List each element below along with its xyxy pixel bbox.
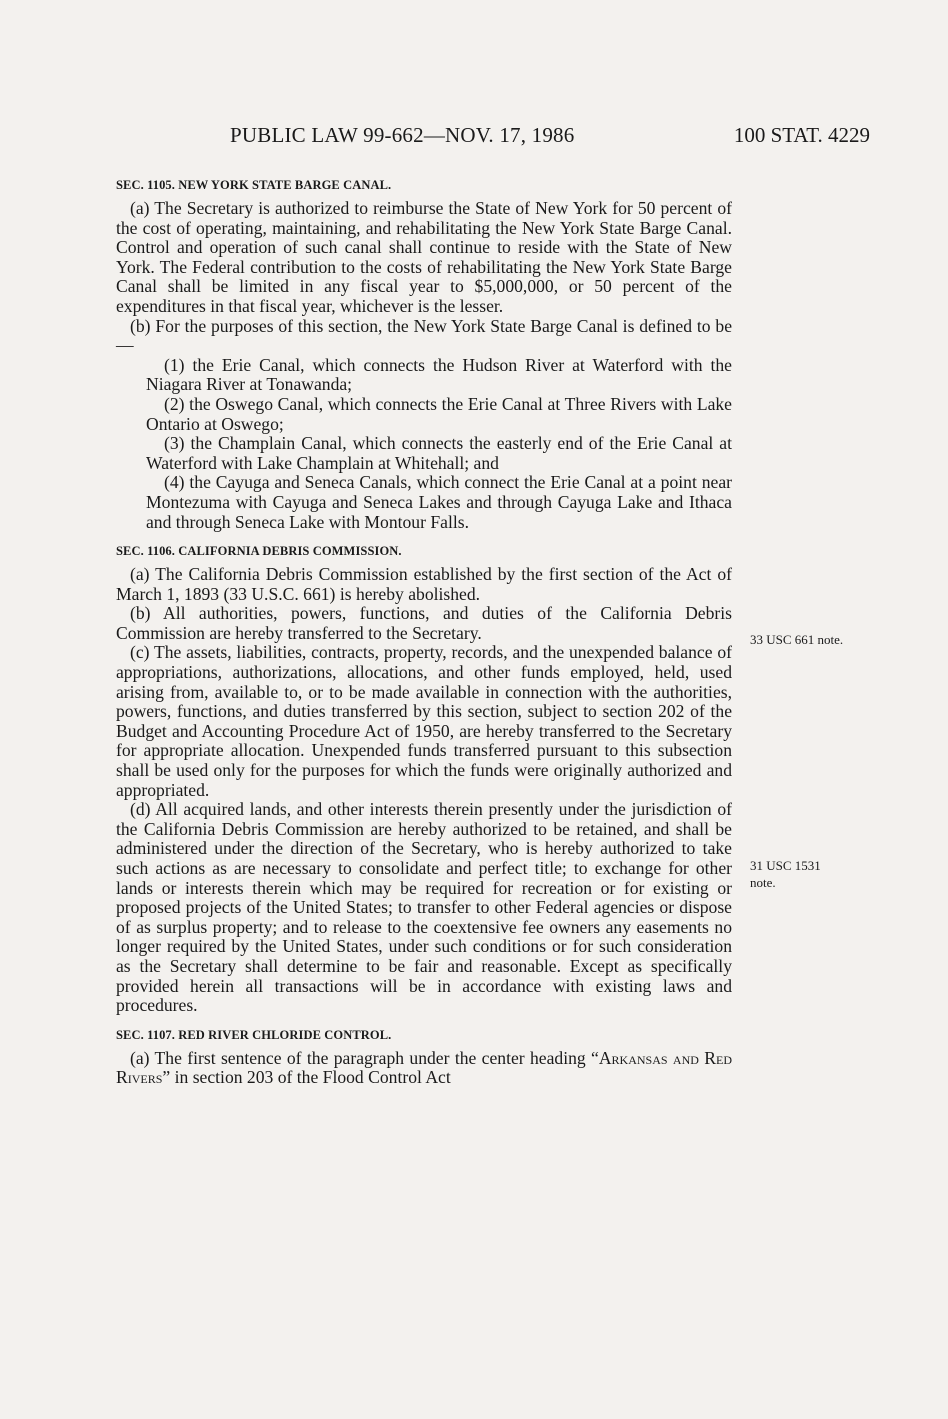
para-1105-b: (b) For the purposes of this section, the New York State Barge Canal is defined to be— (116, 315, 732, 356)
section-heading-1106: SEC. 1106. CALIFORNIA DEBRIS COMMISSION. (116, 544, 402, 559)
section-heading-1107: SEC. 1107. RED RIVER CHLORIDE CONTROL. (116, 1027, 392, 1042)
para-1105-b3: (3) the Champlain Canal, which connects the easterly end of the Erie Canal at Waterford with Lake Champlain at Whitehall; and (146, 433, 732, 473)
para-1106-c: (c) The assets, liabilities, contracts, property, records, and the unexpended balance of appropriations, authorizations, allocations, and other funds employed, held, used arising from, available to, or to be made available in connection with the authorities, powers, functions, and duties transferred by this section, subject to section 202 of the Budget and Accounting Procedure Act of 1950, are hereby transferred to the Secretary for appropriate allocation. Unexpended funds transferred pursuant to this subsection shall be used only for the purposes for which the funds were originally authorized and appropriated. (116, 642, 732, 800)
statute-page-number: 100 STAT. 4229 (733, 123, 870, 147)
para-1107-a (116, 1049, 732, 1088)
para-1106-a: (a) The California Debris Commission established by the first section of the Act of March 1, 1893 (33 U.S.C. 661) is hereby abolished. (116, 564, 732, 604)
para-1106-d: (d) All acquired lands, and other interests therein presently under the jurisdiction of the California Debris Commission are hereby authorized to be retained, and shall be administered under the direction of the Secretary, who is hereby authorized to take such actions as are necessary to consolidate and perfect title; to exchange for other lands or interests therein which may be required for recreation or for existing or proposed projects of the United States; to transfer to other Federal agencies or dispose of as surplus property; and to release to the coextensive fee owners any easements no longer required by the United States, under such conditions or for such consideration as the Secretary shall determine to be fair and reasonable. Except as specifically provided herein all transactions will be in accordance with existing laws and procedures. (116, 799, 732, 1016)
para-1105-b2: (2) the Oswego Canal, which connects the Erie Canal at Three Rivers with Lake Ontario at Oswego; (146, 393, 732, 434)
para-1105-a: (a) The Secretary is authorized to reimburse the State of New York for 50 percent of the cost of operating, maintaining, and rehabilitating the New York State Barge Canal. Control and operation of such canal shall continue to reside with the State of New York. The Federal contribution to the costs of rehabilitating the New York State Barge Canal shall be limited in any fiscal year to $5,000,000, or 50 percent of the expenditures in that fiscal year, whichever is the lesser. (116, 198, 732, 316)
margin-note-31-usc-line1: 31 USC 1531 (750, 858, 821, 873)
para-1105-b4: (4) the Cayuga and Seneca Canals, which connect the Erie Canal at a point near Montezuma with Cayuga and Seneca Lakes and through Cayuga Lake and Ithaca and through Seneca Lake with Montour Falls. (146, 472, 732, 532)
para-1107-a-caps: Arkansas and Red Rivers (116, 1047, 732, 1088)
section-heading-1105: SEC. 1105. NEW YORK STATE BARGE CANAL. (116, 178, 392, 192)
margin-note-33-usc: 33 USC 661 note. (750, 632, 844, 647)
body-text (116, 172, 732, 1088)
para-1107-a-post: ” in section 203 of the Flood Control Act (162, 1067, 451, 1088)
para-1106-b: (b) All authorities, powers, functions, and duties of the California Debris Commission are hereby transferred to the Secretary. (116, 603, 732, 643)
margin-note-31-usc-line2: note. (750, 875, 776, 890)
running-title: PUBLIC LAW 99-662—NOV. 17, 1986 (230, 123, 575, 147)
page-header (230, 123, 870, 153)
para-1105-b1: (1) the Erie Canal, which connects the Hudson River at Waterford with the Niagara River at Tonawanda; (146, 354, 732, 395)
margin-note-31-usc (750, 857, 821, 891)
para-1107-a-pre: (a) The first sentence of the paragraph under the center heading “ (130, 1047, 599, 1068)
